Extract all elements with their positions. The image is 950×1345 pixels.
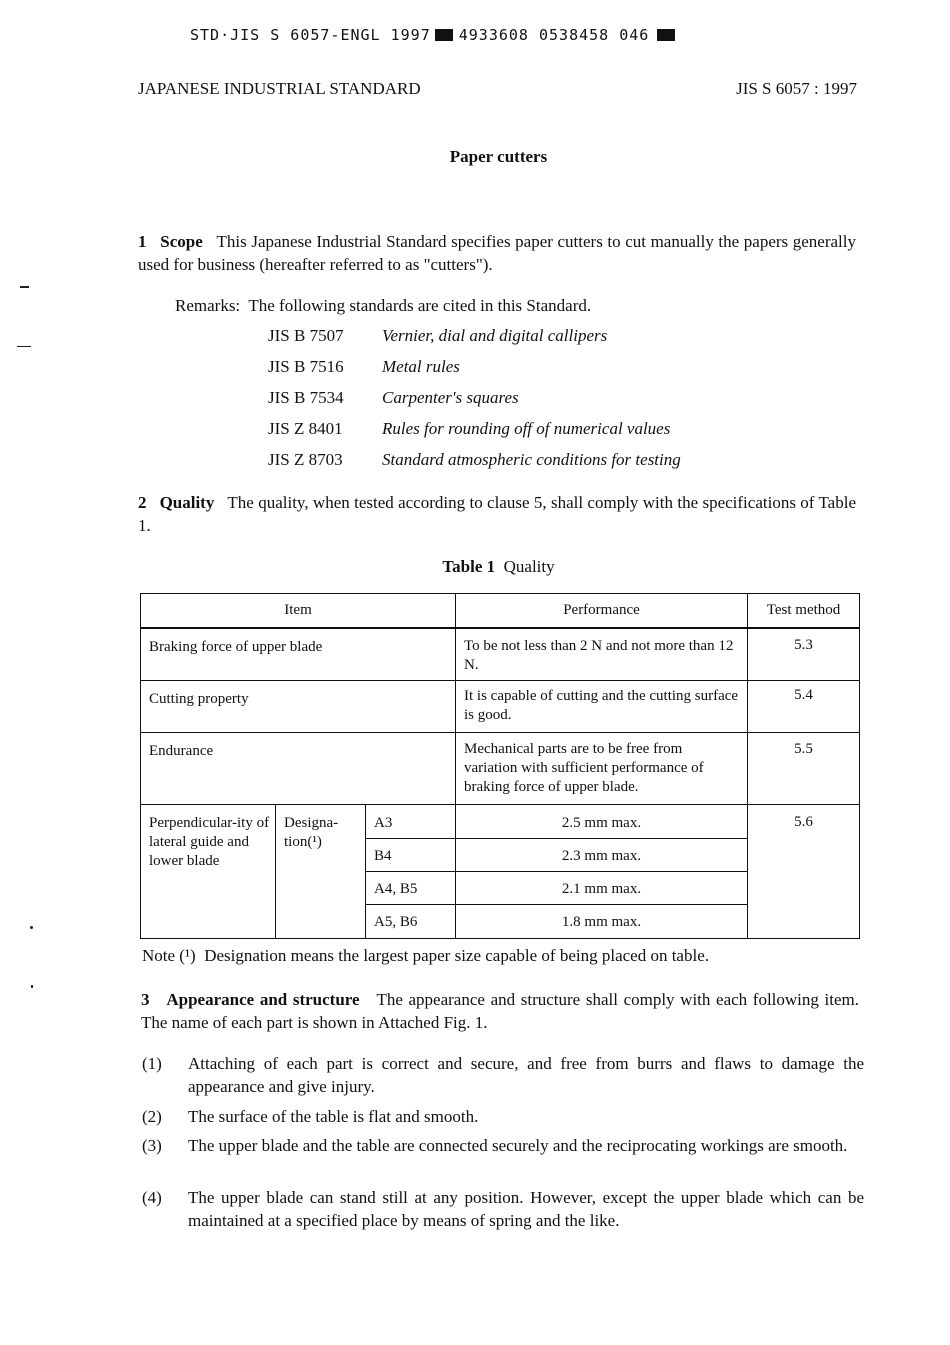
cell-performance: 2.1 mm max. [456, 872, 748, 905]
scan-mark [31, 985, 33, 988]
list-item-text: The upper blade can stand still at any position. However, except the upper blade which can be maintained at a specified place by means of spring and the like. [188, 1188, 864, 1230]
section-text: The quality, when tested according to clause 5, shall comply with the specifications of Table 1. [138, 493, 857, 535]
cell-item: Braking force of upper blade [141, 628, 456, 681]
list-item-text: The surface of the table is flat and smooth. [188, 1107, 479, 1126]
table-note [142, 946, 709, 966]
cell-paper-size: A5, B6 [366, 905, 456, 939]
table-row [141, 681, 860, 733]
cell-test-method: 5.5 [748, 733, 860, 805]
cell-performance: 1.8 mm max. [456, 905, 748, 939]
header-standard-name: JAPANESE INDUSTRIAL STANDARD [138, 79, 421, 98]
stamp-block-mark [435, 29, 453, 41]
scan-mark [17, 346, 31, 347]
list-item-text: The upper blade and the table are connected securely and the reciprocating workings are smooth. [188, 1136, 848, 1155]
standard-title: Rules for rounding off of numerical values [382, 419, 671, 438]
section-heading: Scope [160, 232, 203, 251]
table-caption-title: Quality [503, 557, 555, 576]
list-item-number: (4) [142, 1188, 162, 1207]
section-quality [138, 491, 856, 537]
table-row [141, 805, 860, 839]
cited-standards-list [268, 325, 681, 480]
section-number: 1 [138, 232, 147, 251]
cited-standard [268, 356, 681, 387]
cell-performance: It is capable of cutting and the cutting surface is good. [456, 681, 748, 733]
cell-performance: 2.5 mm max. [456, 805, 748, 839]
remarks-intro [175, 296, 591, 316]
cited-standard [268, 418, 681, 449]
cell-test-method: 5.3 [748, 628, 860, 681]
table-header-row [141, 594, 860, 628]
cell-designation: Designa-tion(¹) [276, 805, 366, 939]
scan-mark [20, 286, 29, 288]
document-stamp [190, 26, 675, 44]
stamp-block-mark [657, 29, 675, 41]
page-title: Paper cutters [449, 147, 548, 166]
standard-code: JIS Z 8401 [268, 419, 343, 438]
section-number: 3 [141, 990, 150, 1009]
table-row [141, 733, 860, 805]
scan-mark [30, 926, 33, 929]
cell-test-method: 5.4 [748, 681, 860, 733]
list-item-number: (2) [142, 1107, 162, 1126]
cell-performance: Mechanical parts are to be free from variation with sufficient performance of braking force of upper blade. [456, 733, 748, 805]
cell-performance: To be not less than 2 N and not more than 12 N. [456, 628, 748, 681]
note-label: Note (¹) [142, 946, 196, 965]
stamp-middle: 4933608 0538458 046 [458, 26, 650, 44]
header-test-method: Test method [748, 594, 860, 628]
list-item-text: Attaching of each part is correct and secure, and free from burrs and flaws to damage the appearance and give injury. [188, 1054, 864, 1096]
stamp-left: STD·JIS S 6057-ENGL 1997 [190, 26, 431, 44]
cell-item-perpendicularity: Perpendicular-ity of lateral guide and lower blade [141, 805, 276, 939]
section-text: The appearance and structure shall comply with each following item. The name of each part is shown in Attached Fig. 1. [141, 990, 859, 1032]
section-heading: Quality [159, 493, 215, 512]
standard-title: Carpenter's squares [382, 388, 519, 407]
section-heading: Appearance and structure [166, 990, 360, 1009]
cell-paper-size: A3 [366, 805, 456, 839]
remarks-text: The following standards are cited in this Standard. [248, 296, 592, 315]
cited-standard [268, 449, 681, 480]
standard-code: JIS B 7516 [268, 357, 344, 376]
header-standard-number: JIS S 6057 : 1997 [736, 79, 857, 98]
standard-code: JIS B 7507 [268, 326, 344, 345]
cited-standard [268, 387, 681, 418]
cell-performance: 2.3 mm max. [456, 839, 748, 872]
section-number: 2 [138, 493, 147, 512]
list-item-number: (1) [142, 1054, 162, 1073]
cell-item: Endurance [141, 733, 456, 805]
header-performance: Performance [456, 594, 748, 628]
cell-test-method: 5.6 [748, 805, 860, 939]
table-caption [0, 557, 950, 577]
standard-code: JIS Z 8703 [268, 450, 343, 469]
standard-title: Vernier, dial and digital callipers [382, 326, 608, 345]
standard-title: Metal rules [382, 357, 460, 376]
section-scope [138, 230, 856, 276]
section-appearance [141, 988, 859, 1034]
cell-item: Cutting property [141, 681, 456, 733]
remarks-label: Remarks: [175, 296, 241, 315]
note-text: Designation means the largest paper size capable of being placed on table. [204, 946, 709, 965]
list-item-number: (3) [142, 1136, 162, 1155]
cell-paper-size: A4, B5 [366, 872, 456, 905]
cell-paper-size: B4 [366, 839, 456, 872]
standard-code: JIS B 7534 [268, 388, 344, 407]
table-caption-label: Table 1 [442, 557, 496, 576]
quality-table [140, 593, 860, 939]
header-item: Item [141, 594, 456, 628]
table-row [141, 628, 860, 681]
section-text: This Japanese Industrial Standard specifies paper cutters to cut manually the papers generally used for business (hereafter referred to as "cutters"). [138, 232, 856, 274]
cited-standard [268, 325, 681, 356]
standard-title: Standard atmospheric conditions for testing [382, 450, 681, 469]
